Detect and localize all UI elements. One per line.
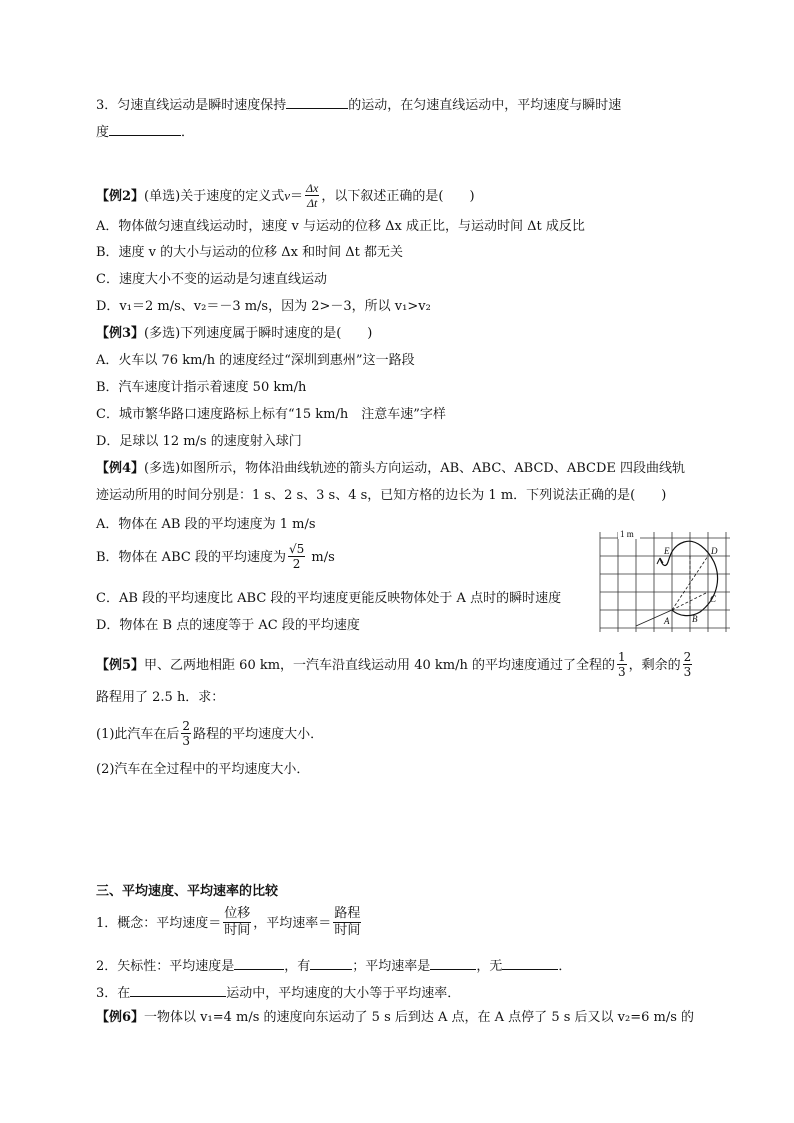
q3-text: 度 [96, 125, 110, 140]
ex2-text: (单选)关于速度的定义式 [144, 189, 285, 204]
ex4-option-b [96, 541, 335, 575]
ex5-stem [96, 648, 694, 684]
fraction-denominator: 2 [292, 557, 301, 571]
ex4-option-a: A．物体在 AB 段的平均速度为 1 m/s [96, 517, 316, 532]
ex3-option-d: D．足球以 12 m/s 的速度射入球门 [96, 434, 302, 449]
sec3-text: 运动中，平均速度的大小等于平均速率． [226, 986, 461, 1001]
sec3-text: ． [558, 959, 572, 974]
distance-over-time-fraction [333, 906, 361, 939]
sec3-text: 2．矢标性：平均速度是 [96, 959, 235, 974]
fraction-denominator: Δt [306, 196, 318, 210]
point-label-c: C [710, 594, 717, 604]
ex6-stem [96, 1008, 694, 1028]
sec3-text: 3．在 [96, 986, 131, 1001]
sec3-text: ，无 [476, 959, 503, 974]
sec3-p2 [96, 955, 571, 977]
q3-text: 的运动，在匀速直线运动中，平均速度与瞬时速 [348, 98, 622, 113]
sqrt-5: √5 [288, 542, 305, 556]
fraction-numerator: Δx [306, 181, 319, 195]
equals-sign: ＝ [289, 189, 303, 204]
ex4-option-d: D．物体在 B 点的速度等于 AC 段的平均速度 [96, 618, 360, 633]
ex5-line2: 路程用了 2.5 h．求： [96, 690, 225, 705]
sec3-text: ，有 [284, 959, 311, 974]
example-label: 【例2】 [96, 189, 145, 204]
fraction-numerator: 1 [617, 650, 626, 664]
fraction-numerator: 路程 [334, 906, 361, 921]
ex2-stem [96, 180, 475, 213]
ex4-stem-line1 [96, 459, 685, 479]
ex4-text: B．物体在 ABC 段的平均速度为 [96, 550, 286, 565]
displacement-over-time-fraction [223, 906, 251, 939]
ex5-text: (1)此汽车在后 [96, 727, 180, 742]
ex5-q1 [96, 718, 323, 752]
ex2-option-a: A．物体做匀速直线运动时，速度 v 与运动的位移 Δx 成正比，与运动时间 Δt 成反比 [96, 219, 585, 234]
section-title: 三、平均速度、平均速率的比较 [96, 884, 279, 899]
ex4-unit: m/s [307, 550, 335, 565]
answer-blank[interactable] [430, 955, 476, 970]
ex3-stem [96, 324, 372, 344]
fraction-denominator: 3 [617, 665, 626, 679]
answer-blank[interactable] [286, 94, 348, 109]
example-label: 【例3】 [96, 326, 145, 341]
fraction-numerator: 2 [683, 650, 692, 664]
ex4-stem-line2: 迹运动所用的时间分别是：1 s、2 s、3 s、4 s，已知方格的边长为 1 m．下列说法正确的是( ) [96, 488, 667, 503]
velocity-definition-fraction [305, 181, 319, 210]
ex2-option-b: B．速度 v 的大小与运动的位移 Δx 和时间 Δt 都无关 [96, 245, 404, 260]
one-third-fraction [617, 650, 627, 679]
q3-line1 [96, 94, 621, 116]
ex2-option-c: C．速度大小不变的运动是匀速直线运动 [96, 272, 327, 287]
fraction-denominator: 3 [182, 734, 191, 748]
q3-line2 [96, 121, 194, 143]
velocity-symbol: v [284, 188, 290, 203]
fraction-numerator: 位移 [224, 906, 251, 921]
answer-blank[interactable] [502, 955, 558, 970]
two-thirds-fraction [181, 719, 191, 748]
sec3-text: 1．概念：平均速度＝ [96, 916, 222, 931]
point-label-b: B [692, 614, 698, 624]
sec3-text: ；平均速率是 [352, 959, 431, 974]
sec3-p1 [96, 904, 363, 944]
ex4-text: (多选)如图所示，物体沿曲线轨迹的箭头方向运动，AB、ABC、ABCD、ABCDE 四段曲线轨 [144, 461, 685, 476]
point-label-a: A [664, 616, 670, 626]
ex3-option-c: C．城市繁华路口速度路标上标有“15 km/h 注意车速”字样 [96, 407, 446, 422]
ex6-text: 一物体以 v₁=4 m/s 的速度向东运动了 5 s 后到达 A 点，在 A 点停了 5 s 后又以 v₂=6 m/s 的 [144, 1010, 695, 1025]
answer-blank[interactable] [130, 982, 226, 997]
ex3-option-a: A．火车以 76 km/h 的速度经过“深圳到惠州”这一路段 [96, 353, 415, 368]
answer-blank[interactable] [310, 955, 352, 970]
answer-blank[interactable] [234, 955, 284, 970]
fraction-numerator: 2 [182, 719, 191, 733]
example-label: 【例5】 [96, 658, 145, 673]
point-label-d: D [711, 546, 718, 556]
ex4-option-c: C．AB 段的平均速度比 ABC 段的平均速度更能反映物体处于 A 点时的瞬时速度 [96, 591, 562, 606]
fraction-denominator: 时间 [334, 923, 361, 938]
example-label: 【例4】 [96, 461, 145, 476]
ex3-option-b: B．汽车速度计指示着速度 50 km/h [96, 380, 307, 395]
ex5-q2: (2)汽车在全过程中的平均速度大小． [96, 762, 310, 777]
root5-over-2-fraction [288, 542, 305, 571]
ex5-text: 路程的平均速度大小． [193, 727, 324, 742]
q3-text: ． [181, 125, 195, 140]
fraction-denominator: 3 [683, 665, 692, 679]
ex5-text: 甲、乙两地相距 60 km，一汽车沿直线运动用 40 km/h 的平均速度通过了全程的 [144, 658, 615, 673]
sec3-p3 [96, 982, 460, 1004]
ex2-text: ，以下叙述正确的是( ) [321, 189, 475, 204]
ex2-option-d: D．v₁＝2 m/s、v₂＝－3 m/s，因为 2>－3，所以 v₁>v₂ [96, 299, 431, 314]
fraction-numerator [288, 542, 305, 557]
fraction-denominator: 时间 [224, 923, 251, 938]
answer-blank[interactable] [109, 121, 181, 136]
sec3-text: ，平均速率＝ [253, 916, 332, 931]
q3-text: 3．匀速直线运动是瞬时速度保持 [96, 98, 287, 113]
ex3-text: (多选)下列速度属于瞬时速度的是( ) [144, 326, 373, 341]
scale-label: 1 m [620, 529, 634, 539]
two-thirds-fraction [683, 650, 693, 679]
ex5-text: ，剩余的 [628, 658, 681, 673]
point-label-e: E [664, 546, 670, 556]
example-label: 【例6】 [96, 1010, 145, 1025]
trajectory-grid-figure [596, 528, 734, 632]
